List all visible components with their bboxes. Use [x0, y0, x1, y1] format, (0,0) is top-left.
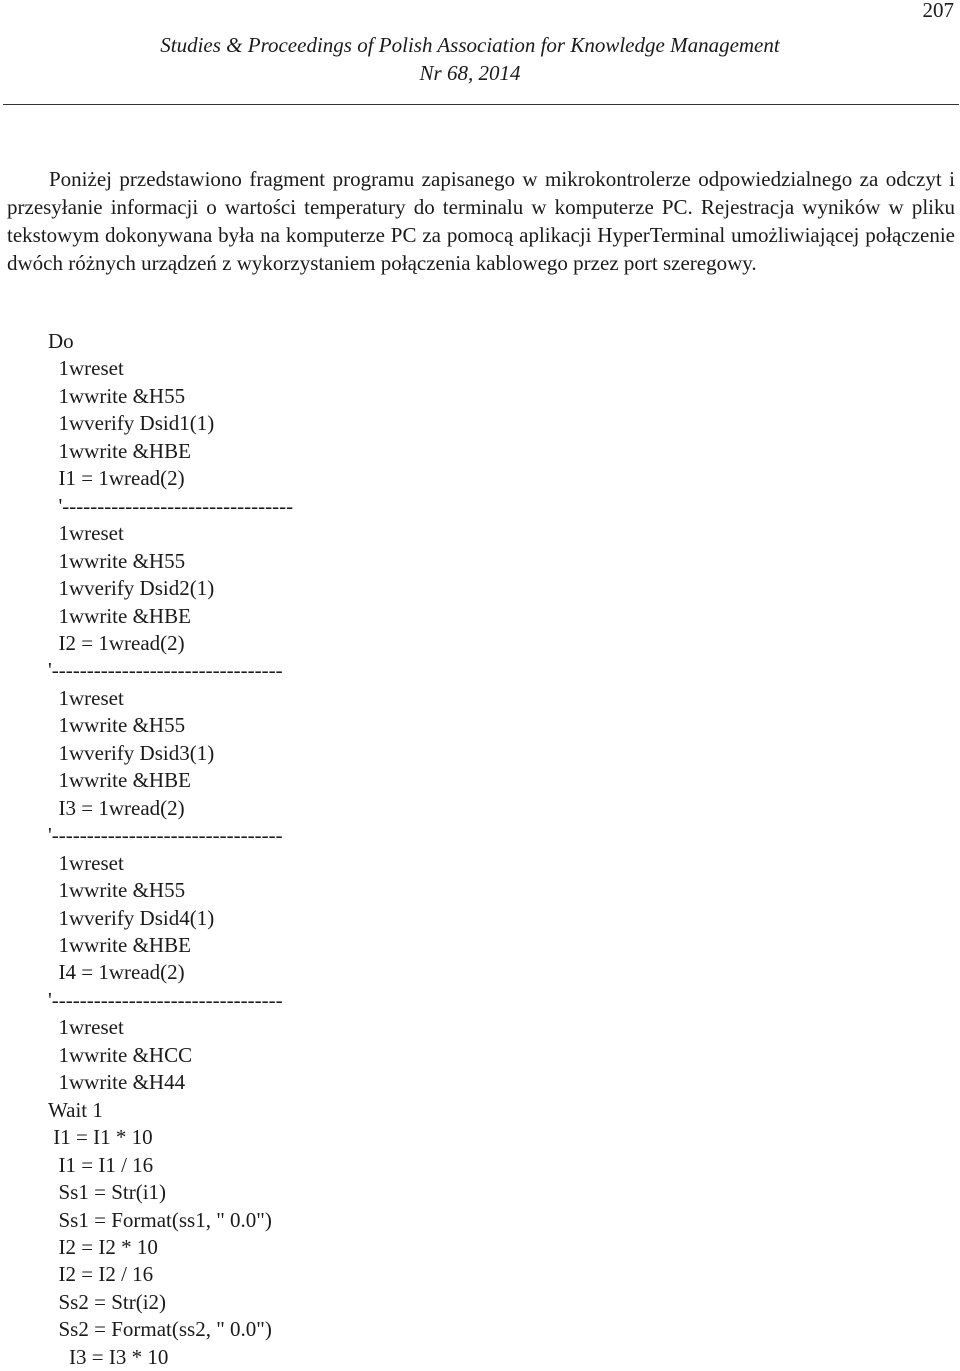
code-line: 1wreset	[48, 521, 124, 546]
code-line: 1wwrite &HBE	[48, 438, 191, 463]
code-line: '---------------------------------	[48, 987, 283, 1012]
code-line: Ss2 = Format(ss2, " 0.0")	[48, 1317, 272, 1342]
code-line: Ss1 = Format(ss1, " 0.0")	[48, 1207, 272, 1232]
code-line: 1wverify Dsid3(1)	[48, 740, 215, 765]
code-line: 1wwrite &HBE	[48, 603, 191, 628]
body-paragraph	[7, 165, 955, 277]
code-line: 1wreset	[48, 356, 124, 381]
code-listing	[48, 328, 293, 1371]
code-line: 1wverify Dsid4(1)	[48, 905, 215, 930]
code-line: I1 = I1 / 16	[48, 1152, 154, 1177]
journal-issue: Nr 68, 2014	[419, 61, 521, 85]
code-line: 1wwrite &H55	[48, 383, 186, 408]
code-line: I2 = 1wread(2)	[48, 630, 185, 655]
code-line: 1wwrite &H55	[48, 548, 186, 573]
code-line: '---------------------------------	[48, 658, 283, 683]
code-line: Ss2 = Str(i2)	[48, 1289, 167, 1314]
header-divider	[3, 104, 959, 105]
code-line: Wait 1	[48, 1097, 103, 1122]
code-line: 1wwrite &HBE	[48, 932, 191, 957]
code-line: I3 = I3 * 10	[48, 1344, 169, 1369]
code-line: 1wverify Dsid1(1)	[48, 411, 215, 436]
code-line: 1wverify Dsid2(1)	[48, 576, 215, 601]
paragraph-text: Poniżej przedstawiono fragment programu zapisanego w mikrokontrolerze odpowiedzialnego za odczyt i przesyłanie informacji o wartości temperatury do terminalu w komputerze PC. Rejestracja wyników w pliku tekstowym dokonywana była na komputerze PC za pomocą aplikacji HyperTerminal umożliwiającej połączenie dwóch różnych urządzeń z wykorzystaniem połączenia kablowego przez port szeregowy.	[7, 167, 955, 275]
page-number: 207	[922, 0, 954, 22]
code-line: 1wreset	[48, 850, 124, 875]
code-line: 1wwrite &H44	[48, 1070, 186, 1095]
code-line: I1 = 1wread(2)	[48, 466, 185, 491]
code-line: 1wwrite &H55	[48, 878, 186, 903]
code-line: I2 = I2 / 16	[48, 1262, 154, 1287]
code-line: 1wwrite &HCC	[48, 1042, 193, 1067]
code-line: I2 = I2 * 10	[48, 1234, 158, 1259]
code-line: '---------------------------------	[48, 493, 294, 518]
code-line: 1wreset	[48, 1015, 124, 1040]
code-line: I1 = I1 * 10	[48, 1125, 153, 1150]
code-line: 1wwrite &HBE	[48, 768, 191, 793]
code-line: '---------------------------------	[48, 823, 283, 848]
code-line: 1wreset	[48, 685, 124, 710]
running-header	[0, 31, 940, 87]
journal-title: Studies & Proceedings of Polish Association for Knowledge Management	[160, 33, 780, 57]
code-line: I4 = 1wread(2)	[48, 960, 185, 985]
code-line: I3 = 1wread(2)	[48, 795, 185, 820]
code-line: Do	[48, 329, 74, 353]
code-line: Ss1 = Str(i1)	[48, 1180, 167, 1205]
code-line: 1wwrite &H55	[48, 713, 186, 738]
